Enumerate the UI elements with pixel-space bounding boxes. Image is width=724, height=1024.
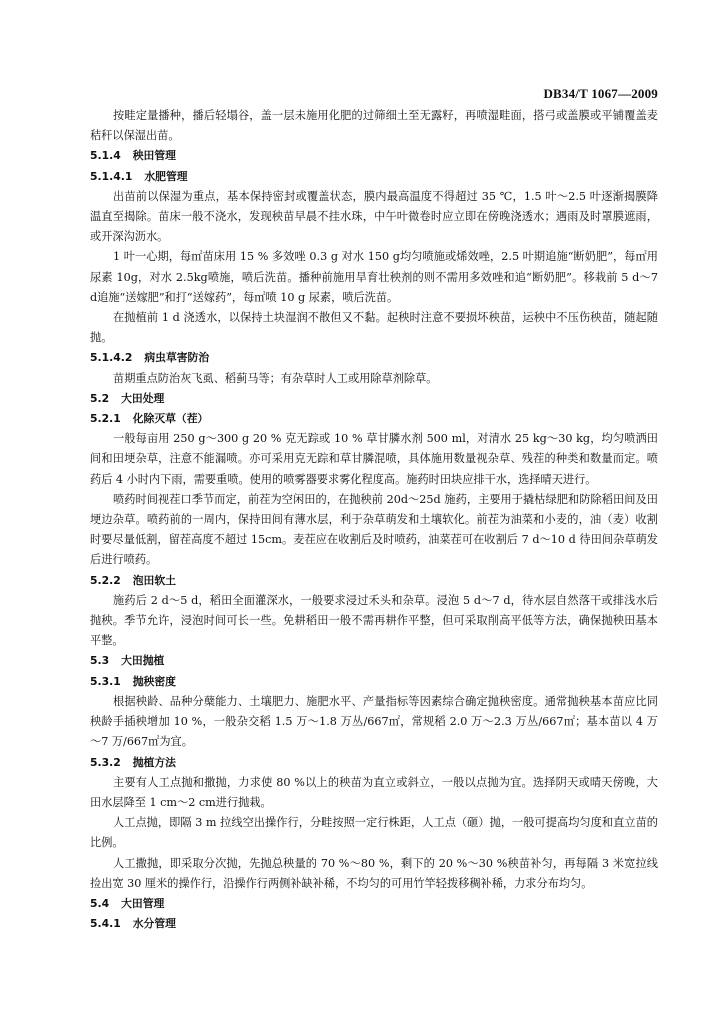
section-heading-5-1-4-1 (90, 167, 658, 187)
section-title: 泡田软土 (132, 573, 176, 587)
section-title: 秧田管理 (132, 149, 176, 163)
section-number: 5.3.1 (90, 674, 121, 688)
section-heading-5-4-1 (90, 914, 658, 934)
paragraph: 一般每亩用 250 g～300 g 20 % 克无踪或 10 % 草甘膦水剂 500 ml，对清水 25 kg～30 kg，均匀喷洒田间和田埂杂草，注意不能漏喷。亦可采用克无踪和草甘膦混喷，具体施用数量视杂草、残茬的种类和数量而定。喷药后 4 小时内下雨，需要重喷。使用的喷雾器要求雾化程度高。施药时田块应排干水，选择晴天进行。 (90, 432, 658, 486)
section-number: 5.1.4 (90, 149, 121, 163)
paragraph: 主要有人工点抛和撒抛，力求使 80 %以上的秧苗为直立或斜立，一般以点抛为宜。选择阴天或晴天傍晚，大田水层降至 1 cm～2 cm进行抛栽。 (90, 775, 658, 809)
paragraph: 出苗前以保湿为重点，基本保持密封或覆盖状态，膜内最高温度不得超过 35 ℃，1.5 叶～2.5 叶逐渐揭膜降温直至揭除。苗床一般不浇水，发现秧苗早晨不挂水珠，中午叶微卷时应立即在傍晚浇透水；遇雨及时罩膜遮雨，或开深沟沥水。 (90, 189, 658, 244)
section-number: 5.1.4.2 (90, 351, 133, 365)
section-number: 5.3.2 (90, 755, 121, 769)
section-heading-5-4 (90, 894, 658, 914)
paragraph: 苗期重点防治灰飞虱、稻蓟马等；有杂草时人工或用除草剂除草。 (113, 371, 438, 385)
paragraph: 1 叶一心期，每㎡苗床用 15 % 多效唑 0.3 g 对水 150 g均匀喷施或烯效唑，2.5 叶期追施“断奶肥”，每㎡用尿素 10g，对水 2.5kg喷施，喷后洗苗。播种前施用旱育壮秧剂的则不需用多效唑和追“断奶肥”。移栽前 5 d～7 d追施“送嫁肥”和打“送嫁药”，每㎡喷 10 g 尿素，喷后洗苗。 (90, 250, 658, 304)
paragraph: 根据秧龄、品种分蘖能力、土壤肥力、施肥水平、产量指标等因素综合确定抛秧密度。通常抛秧基本苗应比同秧龄手插秧增加 10 %，一般杂交稻 1.5 万～1.8 万丛/667㎡，常规稻 2.0 万～2.3 万丛/667㎡；基本苗以 4 万～7 万/667㎡为宜。 (90, 694, 658, 749)
section-heading-5-3 (90, 651, 658, 671)
section-title: 大田处理 (121, 391, 165, 405)
section-title: 大田抛植 (121, 654, 165, 668)
section-heading-5-3-2 (90, 753, 658, 773)
section-number: 5.4 (90, 896, 110, 910)
paragraph: 喷药时间视茬口季节而定，前茬为空闲田的，在抛秧前 20d～25d 施药，主要用于撬枯绿肥和防除稻田间及田埂边杂草。喷药前的一周内，保持田间有薄水层，利于杂草萌发和土壤软化。前茬为油菜和小麦的，油（麦）收割时要尽量低割，留茬高度不超过 15cm。麦茬应在收割后及时喷药，油菜茬可在收割后 7 d～10 d 待田间杂草萌发后进行喷药。 (90, 492, 658, 567)
section-number: 5.2.2 (90, 573, 121, 587)
section-title: 抛秧密度 (132, 674, 176, 688)
section-number: 5.4.1 (90, 917, 121, 931)
paragraph: 人工撒抛，即采取分次抛，先抛总秧量的 70 %～80 %，剩下的 20 %～30 %秧苗补匀，再每隔 3 米宽拉线捡出宽 30 厘米的操作行，沿操作行两侧补缺补稀，不均匀的可用竹竿轻拨移稠补稀，力求分布均匀。 (90, 856, 658, 890)
section-title: 病虫草害防治 (144, 351, 210, 365)
paragraph: 按畦定量播种，播后轻塌谷，盖一层未施用化肥的过筛细土至无露籽，再喷湿畦面，搭弓或盖膜或平铺覆盖麦秸秆以保湿出苗。 (90, 109, 658, 143)
section-heading-5-2 (90, 389, 658, 409)
section-title: 大田管理 (121, 896, 165, 910)
paragraph: 在抛植前 1 d 浇透水，以保持土块湿润不散但又不黏。起秧时注意不要损坏秧苗，运秧中不压伤秧苗，随起随抛。 (90, 311, 658, 345)
section-number: 5.2.1 (90, 412, 121, 426)
section-number: 5.2 (90, 391, 110, 405)
section-heading-5-1-4-2 (90, 348, 658, 368)
section-title: 抛植方法 (132, 755, 176, 769)
section-number: 5.3 (90, 654, 110, 668)
paragraph: 人工点抛，即隔 3 m 拉线空出操作行，分畦按照一定行株距，人工点（砸）抛，一般可提高均匀度和直立苗的比例。 (90, 816, 658, 850)
section-heading-5-3-1 (90, 672, 658, 692)
section-title: 水肥管理 (144, 169, 188, 183)
section-heading-5-2-1 (90, 409, 658, 429)
document-code-header: DB34/T 1067—2009 (543, 86, 658, 101)
document-body (90, 106, 658, 934)
paragraph: 施药后 2 d～5 d，稻田全面灌深水，一般要求浸过禾头和杂草。浸泡 5 d～7 d，待水层自然落干或排浅水后抛秧。季节允许，浸泡时间可长一些。免耕稻田一般不需再耕作平整，但可采取削高平低等方法，确保抛秧田基本平整。 (90, 593, 658, 648)
section-number: 5.1.4.1 (90, 169, 133, 183)
section-title: 化除灭草（茬） (132, 412, 209, 426)
section-heading-5-1-4 (90, 146, 658, 166)
section-heading-5-2-2 (90, 571, 658, 591)
section-title: 水分管理 (132, 917, 176, 931)
